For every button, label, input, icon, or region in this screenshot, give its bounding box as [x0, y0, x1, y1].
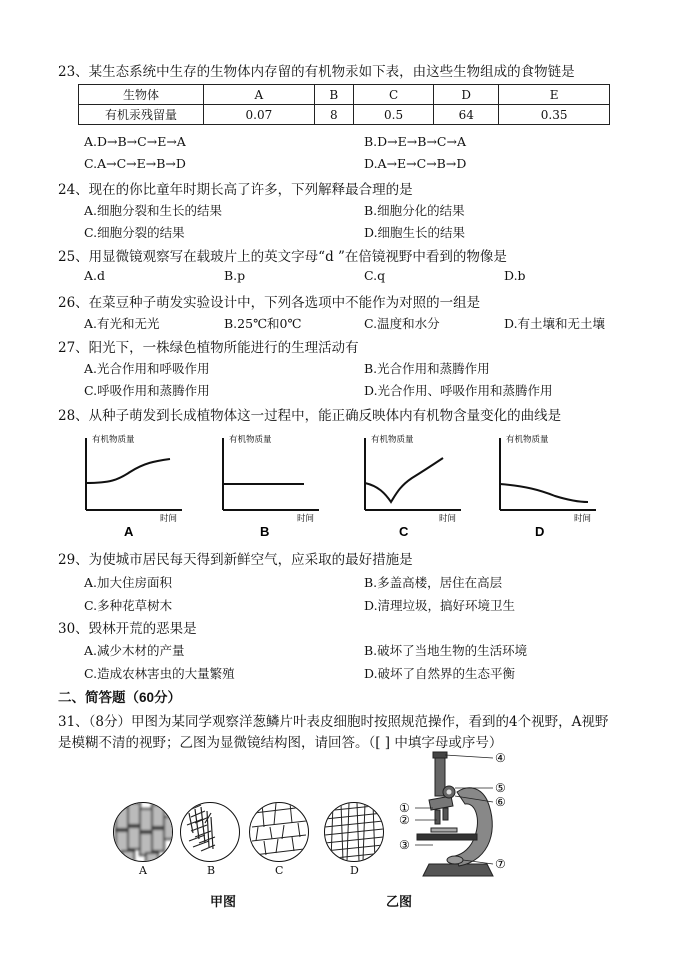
q30-option-d: D.破坏了自然界的生态平衡 — [364, 666, 516, 681]
part-1: ① — [399, 801, 410, 815]
q29-option-a: A.加大住房面积 — [84, 575, 173, 590]
q30-stem: 30、毁林开荒的恶果是 — [58, 621, 197, 637]
q26-option-a: A.有光和无光 — [84, 316, 160, 331]
q23-option-c: C.A→C→E→B→D — [84, 156, 186, 171]
view-c-label: C — [275, 864, 284, 877]
q23-stem: 23、某生态系统中生存的生物体内存留的有机物汞如下表，由这些生物组成的食物链是 — [58, 64, 575, 80]
graph-b-ylabel: 有机物质量 — [229, 435, 272, 445]
part-3: ③ — [399, 838, 410, 852]
graph-c — [365, 434, 461, 539]
table-cell: 8 — [314, 105, 353, 125]
table-cell: B — [314, 85, 353, 105]
fig1-caption: 甲图 — [210, 894, 237, 909]
part-6: ⑥ — [495, 795, 506, 809]
graph-c-xlabel: 时间 — [439, 514, 457, 524]
table-cell: E — [499, 85, 610, 105]
q30-option-c: C.造成农林害虫的大量繁殖 — [84, 666, 235, 681]
q23-option-d: D.A→E→C→B→D — [364, 156, 467, 171]
q25-option-c: C.q — [364, 268, 386, 283]
graph-a-ylabel: 有机物质量 — [92, 435, 135, 445]
graph-d-label: D — [535, 524, 545, 539]
microscope-diagram — [395, 748, 525, 888]
table-cell: C — [353, 85, 433, 105]
q30-option-a: A.减少木材的产量 — [84, 643, 185, 658]
view-c — [249, 802, 309, 862]
graph-b-label: B — [260, 524, 270, 539]
q31-line2: 是模糊不清的视野；乙图为显微镜结构图，请回答。（[ ] 中填字母或序号） — [58, 735, 503, 751]
q24-option-b: B.细胞分化的结果 — [364, 203, 465, 218]
q23-option-b: B.D→E→B→C→A — [364, 134, 466, 149]
q29-option-c: C.多种花草树木 — [84, 598, 173, 613]
graph-c-ylabel: 有机物质量 — [371, 435, 414, 445]
view-d — [324, 802, 384, 862]
fig2-caption: 乙图 — [386, 894, 413, 909]
blurry-cells-image — [114, 803, 172, 861]
table-cell: A — [204, 85, 315, 105]
curve-c — [365, 458, 443, 502]
part-4: ④ — [495, 751, 506, 765]
dense-cells-image — [181, 803, 239, 861]
clear-cells-image — [250, 803, 308, 861]
graph-a — [86, 434, 182, 539]
q25-stem: 25、用显微镜观察写在载玻片上的英文字母“d ”在倍镜视野中看到的物像是 — [58, 249, 507, 265]
view-d-label: D — [350, 864, 359, 877]
mercury-table — [78, 84, 610, 125]
q29-option-b: B.多盖高楼，居住在高层 — [364, 575, 503, 590]
curve-d — [500, 484, 588, 502]
table-cell: 64 — [434, 105, 499, 125]
graph-c-label: C — [399, 524, 409, 539]
part-5: ⑤ — [495, 781, 506, 795]
q29-stem: 29、为使城市居民每天得到新鲜空气，应采取的最好措施是 — [58, 552, 413, 568]
table-cell: 0.5 — [353, 105, 433, 125]
q25-option-d: D.b — [504, 268, 526, 283]
q26-option-c: C.温度和水分 — [364, 316, 440, 331]
many-cells-image — [325, 803, 383, 861]
graph-d — [500, 434, 596, 539]
view-a-label: A — [139, 864, 147, 877]
q27-option-d: D.光合作用、呼吸作用和蒸腾作用 — [364, 383, 553, 398]
q26-option-d: D.有土壤和无土壤 — [504, 316, 606, 331]
table-row — [79, 105, 610, 125]
q28-graphs — [60, 428, 620, 548]
q24-option-c: C.细胞分裂的结果 — [84, 225, 185, 240]
section-heading: 二、简答题（60分） — [58, 690, 182, 705]
microscope-image — [415, 752, 493, 876]
graph-a-label: A — [124, 524, 134, 539]
table-cell: 0.07 — [204, 105, 315, 125]
q31-line1: 31、（8分）甲图为某同学观察洋葱鳞片叶表皮细胞时按照规范操作，看到的4个视野，A视野 — [58, 714, 609, 730]
part-2: ② — [399, 813, 410, 827]
q25-option-b: B.p — [224, 268, 246, 283]
table-cell: 0.35 — [499, 105, 610, 125]
q27-option-c: C.呼吸作用和蒸腾作用 — [84, 383, 210, 398]
q30-option-b: B.破坏了当地生物的生活环境 — [364, 643, 528, 658]
graph-a-xlabel: 时间 — [160, 514, 178, 524]
q27-option-a: A.光合作用和呼吸作用 — [84, 361, 210, 376]
table-row — [79, 85, 610, 105]
table-cell: 有机汞残留量 — [79, 105, 204, 125]
part-7: ⑦ — [495, 857, 506, 871]
q27-stem: 27、阳光下，一株绿色植物所能进行的生理活动有 — [58, 340, 359, 356]
graph-b-xlabel: 时间 — [297, 514, 315, 524]
table-cell: D — [434, 85, 499, 105]
q29-option-d: D.清理垃圾，搞好环境卫生 — [364, 598, 516, 613]
q23-option-a: A.D→B→C→E→A — [84, 134, 186, 149]
q26-option-b: B.25℃和0℃ — [224, 316, 302, 331]
view-b — [180, 802, 240, 862]
q24-stem: 24、现在的你比童年时期长高了许多，下列解释最合理的是 — [58, 182, 413, 198]
graph-d-xlabel: 时间 — [574, 514, 592, 524]
graph-d-ylabel: 有机物质量 — [506, 435, 549, 445]
q28-stem: 28、从种子萌发到长成植物体这一过程中，能正确反映体内有机物含量变化的曲线是 — [58, 408, 562, 424]
q27-option-b: B.光合作用和蒸腾作用 — [364, 361, 490, 376]
q25-option-a: A.d — [84, 268, 106, 283]
q24-option-d: D.细胞生长的结果 — [364, 225, 466, 240]
view-b-label: B — [207, 864, 216, 877]
table-cell: 生物体 — [79, 85, 204, 105]
q26-stem: 26、在菜豆种子萌发实验设计中，下列各选项中不能作为对照的一组是 — [58, 295, 481, 311]
q24-option-a: A.细胞分裂和生长的结果 — [84, 203, 223, 218]
graph-b — [223, 434, 319, 539]
view-a — [113, 802, 173, 862]
curve-a — [86, 459, 170, 483]
